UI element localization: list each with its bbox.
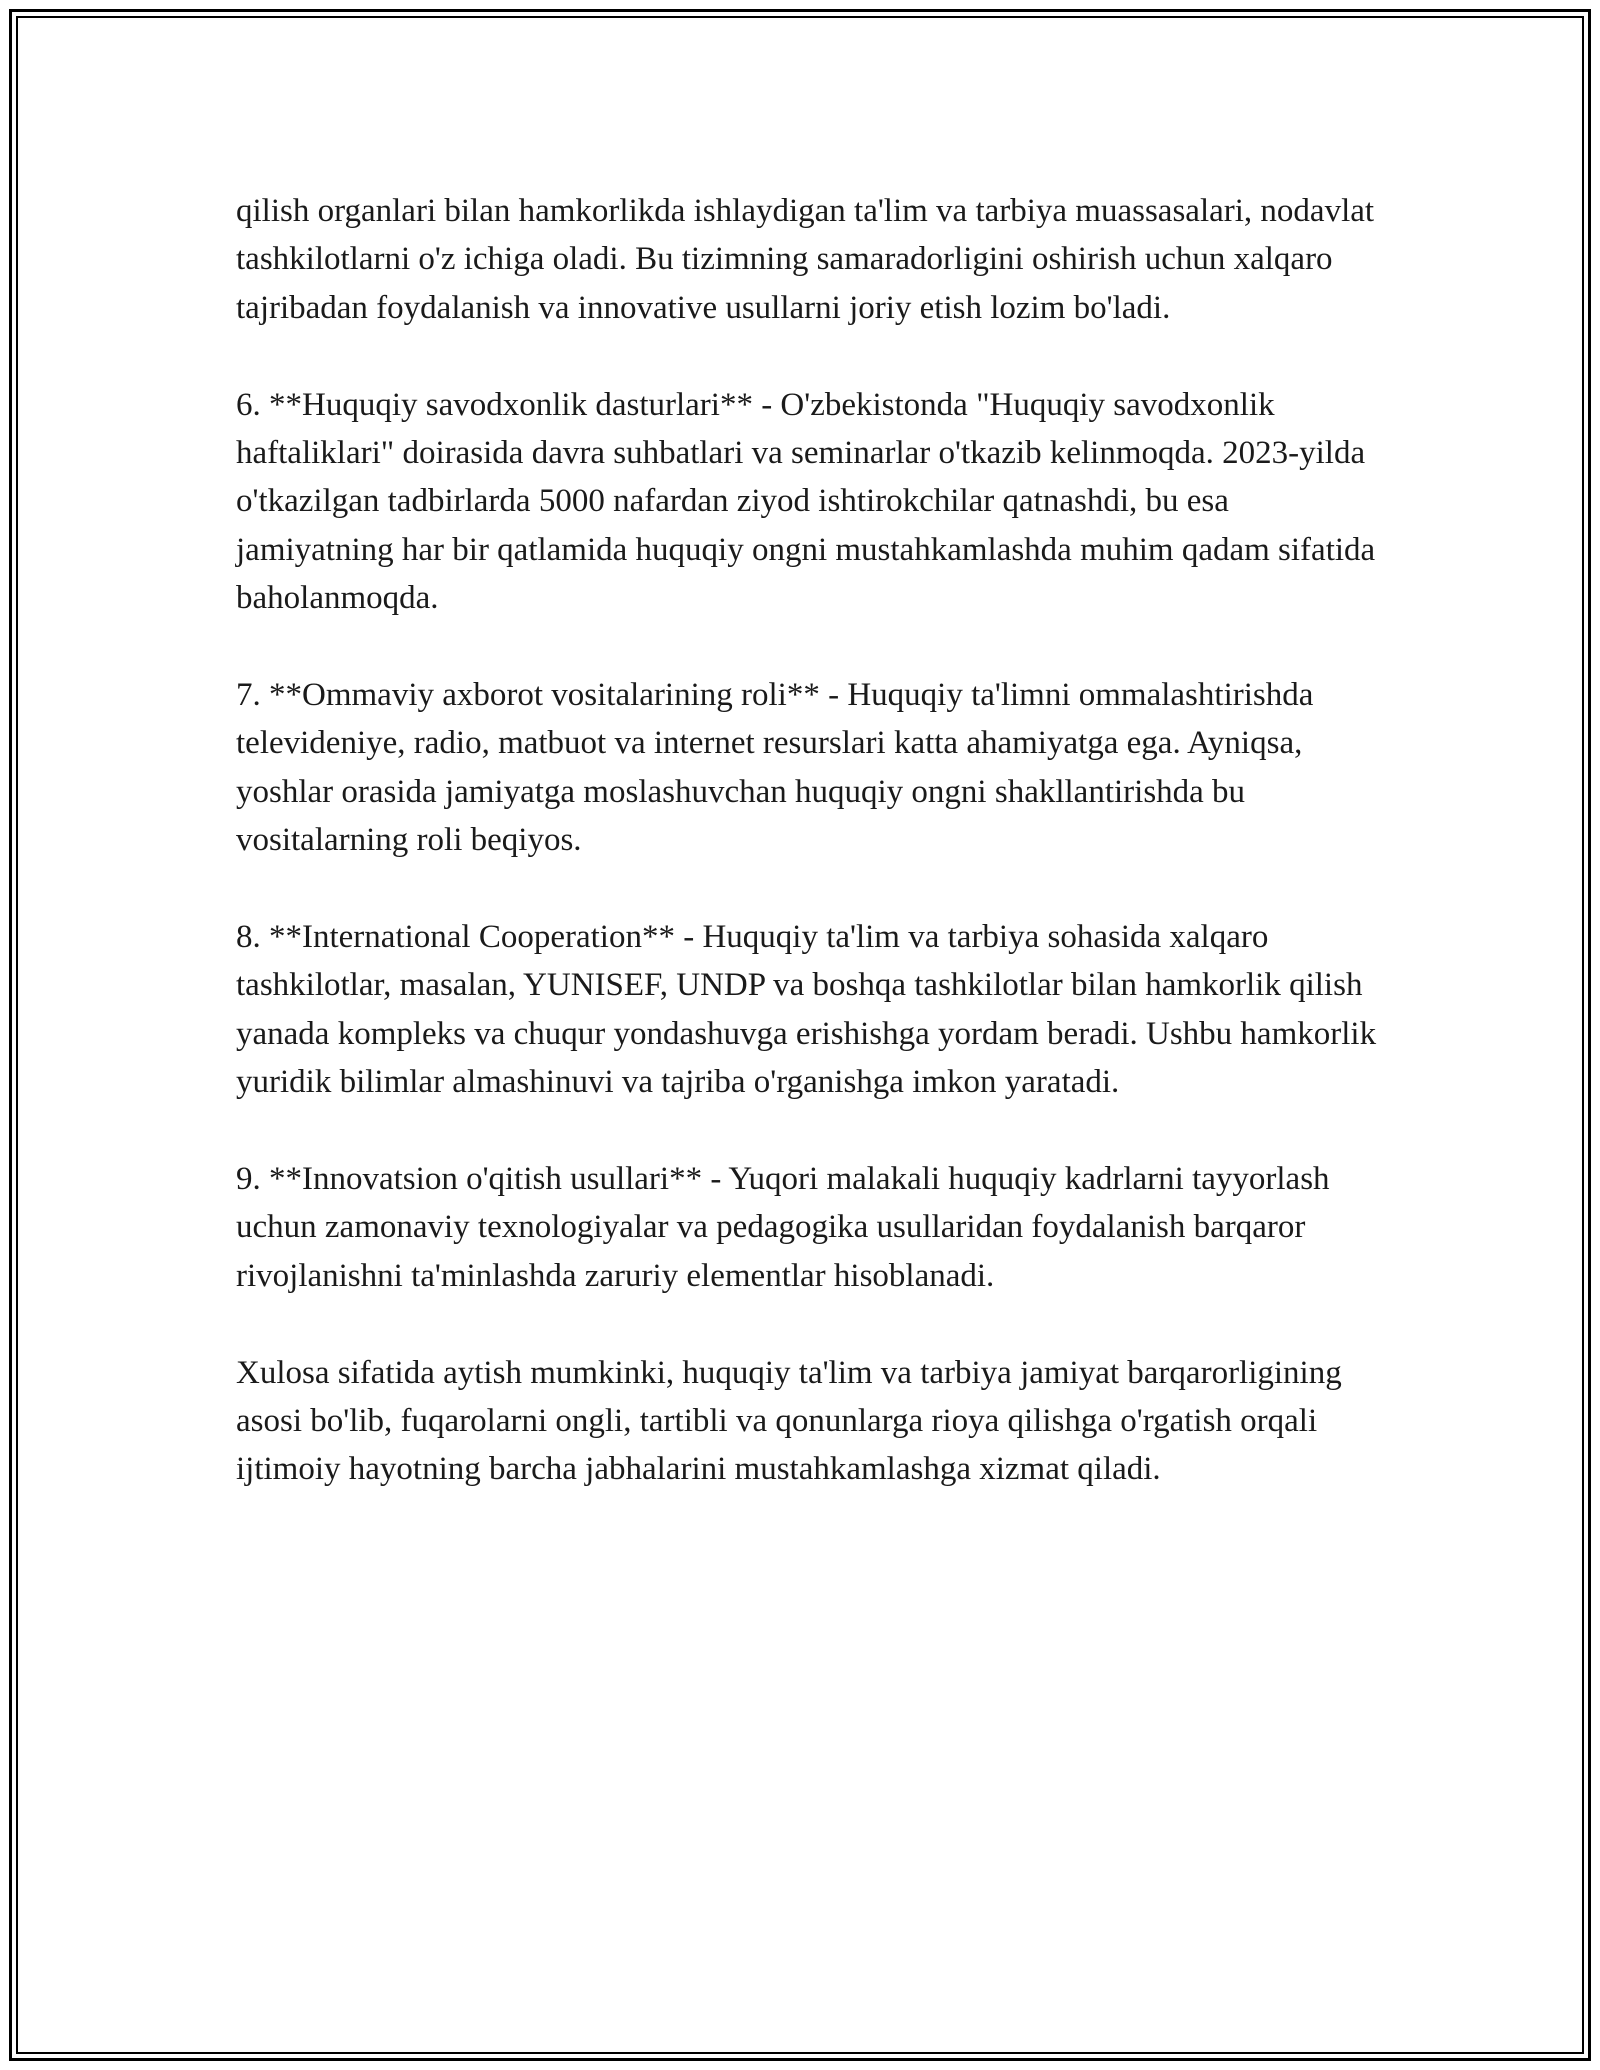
paragraph-conclusion: Xulosa sifatida aytish mumkinki, huquqiy ta'lim va tarbiya jamiyat barqarorligining asosi bo'lib, fuqarolarni ongli, tartibli va qonunlarga rioya qilishga o'rgatish orqali ijtimoiy hayotning barcha jabhalarini mustahkamlashga xizmat qiladi. [236,1354,1342,1488]
paragraph-item-7: 7. **Ommaviy axborot vositalarining roli** - Huquqiy ta'limni ommalashtirishda televideniye, radio, matbuot va internet resurslari katta ahamiyatga ega. Ayniqsa, yoshlar orasida jamiyatga moslashuvchan huquqiy ongni shakllantirishda bu vositalarning roli beqiyos. [236,677,1314,859]
document-body [236,187,1386,1494]
paragraph-item-9: 9. **Innovatsion o'qitish usullari** - Yuqori malakali huquqiy kadrlarni tayyorlash uchun zamonaviy texnologiyalar va pedagogika usullaridan foydalanish barqaror rivojlanishni ta'minlashda zaruriy elementlar hisoblanadi. [236,1161,1330,1294]
paragraph-continuation: qilish organlari bilan hamkorlikda ishlaydigan ta'lim va tarbiya muassasalari, nodavlat tashkilotlarni o'z ichiga oladi. Bu tizimning samaradorligini oshirish uchun xalqaro tajribadan foydalanish va innovative usullarni joriy etish lozim bo'ladi. [236,193,1375,326]
paragraph-item-8: 8. **International Cooperation** - Huquqiy ta'lim va tarbiya sohasida xalqaro tashkilotlar, masalan, YUNISEF, UNDP va boshqa tashkilotlar bilan hamkorlik qilish yanada kompleks va chuqur yondashuvga erishishga yordam beradi. Ushbu hamkorlik yuridik bilimlar almashinuvi va tajriba o'rganishga imkon yaratadi. [236,919,1377,1101]
paragraph-item-6: 6. **Huquqiy savodxonlik dasturlari** - O'zbekistonda "Huquqiy savodxonlik haftaliklari" doirasida davra suhbatlari va seminarlar o'tkazib kelinmoqda. 2023-yilda o'tkazilgan tadbirlarda 5000 nafardan ziyod ishtirokchilar qatnashdi, bu esa jamiyatning har bir qatlamida huquqiy ongni mustahkamlashda muhim qadam sifatida baholanmoqda. [236,386,1376,617]
